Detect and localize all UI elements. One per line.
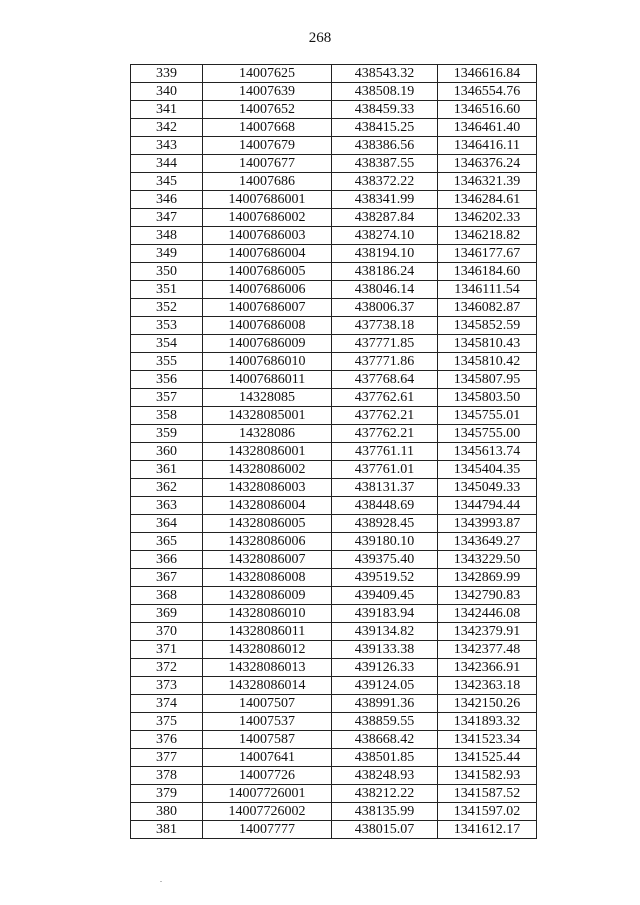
row-number-cell: 368 — [131, 587, 203, 605]
table-row — [131, 623, 537, 641]
y-coordinate-cell: 1346284.61 — [438, 191, 537, 209]
y-coordinate-cell: 1346416.11 — [438, 137, 537, 155]
point-id-cell: 14007625 — [203, 65, 332, 83]
row-number-cell: 373 — [131, 677, 203, 695]
x-coordinate-cell: 438508.19 — [332, 83, 438, 101]
table-row — [131, 443, 537, 461]
point-id-cell: 14007677 — [203, 155, 332, 173]
x-coordinate-cell: 437738.18 — [332, 317, 438, 335]
row-number-cell: 370 — [131, 623, 203, 641]
coordinates-table — [130, 64, 537, 839]
point-id-cell: 14328086010 — [203, 605, 332, 623]
x-coordinate-cell: 437768.64 — [332, 371, 438, 389]
y-coordinate-cell: 1346177.67 — [438, 245, 537, 263]
y-coordinate-cell: 1346218.82 — [438, 227, 537, 245]
point-id-cell: 14007686009 — [203, 335, 332, 353]
point-id-cell: 14007668 — [203, 119, 332, 137]
x-coordinate-cell: 437761.01 — [332, 461, 438, 479]
x-coordinate-cell: 438274.10 — [332, 227, 438, 245]
point-id-cell: 14328086014 — [203, 677, 332, 695]
y-coordinate-cell: 1345803.50 — [438, 389, 537, 407]
row-number-cell: 376 — [131, 731, 203, 749]
y-coordinate-cell: 1341597.02 — [438, 803, 537, 821]
x-coordinate-cell: 438186.24 — [332, 263, 438, 281]
point-id-cell: 14328086009 — [203, 587, 332, 605]
y-coordinate-cell: 1341612.17 — [438, 821, 537, 839]
point-id-cell: 14007686001 — [203, 191, 332, 209]
table-row — [131, 713, 537, 731]
x-coordinate-cell: 438006.37 — [332, 299, 438, 317]
row-number-cell: 367 — [131, 569, 203, 587]
x-coordinate-cell: 438135.99 — [332, 803, 438, 821]
row-number-cell: 360 — [131, 443, 203, 461]
table-row — [131, 209, 537, 227]
x-coordinate-cell: 437762.61 — [332, 389, 438, 407]
table-row — [131, 551, 537, 569]
row-number-cell: 345 — [131, 173, 203, 191]
y-coordinate-cell: 1342790.83 — [438, 587, 537, 605]
point-id-cell: 14007679 — [203, 137, 332, 155]
table-row — [131, 821, 537, 839]
y-coordinate-cell: 1346321.39 — [438, 173, 537, 191]
row-number-cell: 379 — [131, 785, 203, 803]
table-row — [131, 515, 537, 533]
row-number-cell: 354 — [131, 335, 203, 353]
x-coordinate-cell: 439183.94 — [332, 605, 438, 623]
table-row — [131, 641, 537, 659]
point-id-cell: 14007686007 — [203, 299, 332, 317]
y-coordinate-cell: 1345755.01 — [438, 407, 537, 425]
point-id-cell: 14007587 — [203, 731, 332, 749]
table-row — [131, 659, 537, 677]
y-coordinate-cell: 1342379.91 — [438, 623, 537, 641]
point-id-cell: 14007726001 — [203, 785, 332, 803]
x-coordinate-cell: 438046.14 — [332, 281, 438, 299]
row-number-cell: 363 — [131, 497, 203, 515]
row-number-cell: 381 — [131, 821, 203, 839]
y-coordinate-cell: 1345755.00 — [438, 425, 537, 443]
x-coordinate-cell: 437762.21 — [332, 425, 438, 443]
row-number-cell: 356 — [131, 371, 203, 389]
point-id-cell: 14007686010 — [203, 353, 332, 371]
row-number-cell: 355 — [131, 353, 203, 371]
row-number-cell: 352 — [131, 299, 203, 317]
point-id-cell: 14007726002 — [203, 803, 332, 821]
y-coordinate-cell: 1346202.33 — [438, 209, 537, 227]
table-row — [131, 101, 537, 119]
row-number-cell: 374 — [131, 695, 203, 713]
table-row — [131, 569, 537, 587]
x-coordinate-cell: 437771.85 — [332, 335, 438, 353]
y-coordinate-cell: 1345852.59 — [438, 317, 537, 335]
x-coordinate-cell: 438668.42 — [332, 731, 438, 749]
row-number-cell: 378 — [131, 767, 203, 785]
y-coordinate-cell: 1341525.44 — [438, 749, 537, 767]
table-row — [131, 695, 537, 713]
y-coordinate-cell: 1342446.08 — [438, 605, 537, 623]
table-row — [131, 263, 537, 281]
row-number-cell: 358 — [131, 407, 203, 425]
point-id-cell: 14007686008 — [203, 317, 332, 335]
row-number-cell: 371 — [131, 641, 203, 659]
y-coordinate-cell: 1345807.95 — [438, 371, 537, 389]
point-id-cell: 14328086012 — [203, 641, 332, 659]
table-row — [131, 407, 537, 425]
point-id-cell: 14328085 — [203, 389, 332, 407]
point-id-cell: 14007507 — [203, 695, 332, 713]
point-id-cell: 14328086004 — [203, 497, 332, 515]
table-row — [131, 749, 537, 767]
y-coordinate-cell: 1346376.24 — [438, 155, 537, 173]
x-coordinate-cell: 438212.22 — [332, 785, 438, 803]
x-coordinate-cell: 438372.22 — [332, 173, 438, 191]
row-number-cell: 369 — [131, 605, 203, 623]
table-row — [131, 173, 537, 191]
y-coordinate-cell: 1346184.60 — [438, 263, 537, 281]
x-coordinate-cell: 438387.55 — [332, 155, 438, 173]
row-number-cell: 366 — [131, 551, 203, 569]
point-id-cell: 14007652 — [203, 101, 332, 119]
point-id-cell: 14328086 — [203, 425, 332, 443]
table-row — [131, 605, 537, 623]
row-number-cell: 357 — [131, 389, 203, 407]
row-number-cell: 347 — [131, 209, 203, 227]
y-coordinate-cell: 1345810.43 — [438, 335, 537, 353]
point-id-cell: 14007686003 — [203, 227, 332, 245]
row-number-cell: 362 — [131, 479, 203, 497]
scan-speck — [160, 881, 162, 882]
point-id-cell: 14328085001 — [203, 407, 332, 425]
point-id-cell: 14007686002 — [203, 209, 332, 227]
x-coordinate-cell: 438015.07 — [332, 821, 438, 839]
row-number-cell: 372 — [131, 659, 203, 677]
table-row — [131, 731, 537, 749]
x-coordinate-cell: 439409.45 — [332, 587, 438, 605]
table-row — [131, 155, 537, 173]
y-coordinate-cell: 1346082.87 — [438, 299, 537, 317]
point-id-cell: 14007686011 — [203, 371, 332, 389]
y-coordinate-cell: 1345613.74 — [438, 443, 537, 461]
y-coordinate-cell: 1343229.50 — [438, 551, 537, 569]
y-coordinate-cell: 1346554.76 — [438, 83, 537, 101]
x-coordinate-cell: 439126.33 — [332, 659, 438, 677]
row-number-cell: 351 — [131, 281, 203, 299]
x-coordinate-cell: 439519.52 — [332, 569, 438, 587]
row-number-cell: 377 — [131, 749, 203, 767]
point-id-cell: 14007639 — [203, 83, 332, 101]
y-coordinate-cell: 1346111.54 — [438, 281, 537, 299]
row-number-cell: 364 — [131, 515, 203, 533]
table-row — [131, 335, 537, 353]
x-coordinate-cell: 438287.84 — [332, 209, 438, 227]
point-id-cell: 14328086006 — [203, 533, 332, 551]
table-row — [131, 137, 537, 155]
table-row — [131, 245, 537, 263]
x-coordinate-cell: 439375.40 — [332, 551, 438, 569]
table-row — [131, 353, 537, 371]
table-row — [131, 785, 537, 803]
row-number-cell: 361 — [131, 461, 203, 479]
y-coordinate-cell: 1342363.18 — [438, 677, 537, 695]
row-number-cell: 375 — [131, 713, 203, 731]
row-number-cell: 343 — [131, 137, 203, 155]
point-id-cell: 14007686005 — [203, 263, 332, 281]
x-coordinate-cell: 437771.86 — [332, 353, 438, 371]
table-row — [131, 587, 537, 605]
table-row — [131, 767, 537, 785]
y-coordinate-cell: 1346461.40 — [438, 119, 537, 137]
table-row — [131, 317, 537, 335]
point-id-cell: 14007686004 — [203, 245, 332, 263]
x-coordinate-cell: 437762.21 — [332, 407, 438, 425]
y-coordinate-cell: 1345404.35 — [438, 461, 537, 479]
x-coordinate-cell: 439133.38 — [332, 641, 438, 659]
x-coordinate-cell: 439124.05 — [332, 677, 438, 695]
row-number-cell: 353 — [131, 317, 203, 335]
row-number-cell: 365 — [131, 533, 203, 551]
row-number-cell: 340 — [131, 83, 203, 101]
row-number-cell: 341 — [131, 101, 203, 119]
x-coordinate-cell: 438415.25 — [332, 119, 438, 137]
x-coordinate-cell: 437761.11 — [332, 443, 438, 461]
point-id-cell: 14328086003 — [203, 479, 332, 497]
y-coordinate-cell: 1341582.93 — [438, 767, 537, 785]
y-coordinate-cell: 1341893.32 — [438, 713, 537, 731]
point-id-cell: 14007777 — [203, 821, 332, 839]
x-coordinate-cell: 438459.33 — [332, 101, 438, 119]
y-coordinate-cell: 1342150.26 — [438, 695, 537, 713]
point-id-cell: 14328086005 — [203, 515, 332, 533]
y-coordinate-cell: 1341523.34 — [438, 731, 537, 749]
point-id-cell: 14007686006 — [203, 281, 332, 299]
x-coordinate-cell: 438386.56 — [332, 137, 438, 155]
point-id-cell: 14328086002 — [203, 461, 332, 479]
page-number: 268 — [308, 30, 332, 46]
y-coordinate-cell: 1342377.48 — [438, 641, 537, 659]
row-number-cell: 380 — [131, 803, 203, 821]
x-coordinate-cell: 438501.85 — [332, 749, 438, 767]
table-row — [131, 281, 537, 299]
y-coordinate-cell: 1343993.87 — [438, 515, 537, 533]
point-id-cell: 14328086007 — [203, 551, 332, 569]
point-id-cell: 14328086013 — [203, 659, 332, 677]
row-number-cell: 344 — [131, 155, 203, 173]
point-id-cell: 14328086001 — [203, 443, 332, 461]
table-row — [131, 497, 537, 515]
x-coordinate-cell: 438194.10 — [332, 245, 438, 263]
table-row — [131, 461, 537, 479]
y-coordinate-cell: 1344794.44 — [438, 497, 537, 515]
table-row — [131, 371, 537, 389]
point-id-cell: 14007686 — [203, 173, 332, 191]
point-id-cell: 14007537 — [203, 713, 332, 731]
y-coordinate-cell: 1342366.91 — [438, 659, 537, 677]
table-row — [131, 677, 537, 695]
table-row — [131, 299, 537, 317]
y-coordinate-cell: 1346516.60 — [438, 101, 537, 119]
table-row — [131, 533, 537, 551]
row-number-cell: 346 — [131, 191, 203, 209]
point-id-cell: 14007726 — [203, 767, 332, 785]
table-row — [131, 425, 537, 443]
row-number-cell: 350 — [131, 263, 203, 281]
table-row — [131, 479, 537, 497]
y-coordinate-cell: 1345810.42 — [438, 353, 537, 371]
point-id-cell: 14007641 — [203, 749, 332, 767]
x-coordinate-cell: 438859.55 — [332, 713, 438, 731]
coordinates-table-body — [131, 65, 537, 839]
y-coordinate-cell: 1345049.33 — [438, 479, 537, 497]
row-number-cell: 339 — [131, 65, 203, 83]
y-coordinate-cell: 1341587.52 — [438, 785, 537, 803]
table-row — [131, 65, 537, 83]
table-row — [131, 803, 537, 821]
y-coordinate-cell: 1342869.99 — [438, 569, 537, 587]
x-coordinate-cell: 438248.93 — [332, 767, 438, 785]
y-coordinate-cell: 1346616.84 — [438, 65, 537, 83]
point-id-cell: 14328086011 — [203, 623, 332, 641]
x-coordinate-cell: 438131.37 — [332, 479, 438, 497]
y-coordinate-cell: 1343649.27 — [438, 533, 537, 551]
point-id-cell: 14328086008 — [203, 569, 332, 587]
table-row — [131, 227, 537, 245]
table-row — [131, 83, 537, 101]
table-row — [131, 119, 537, 137]
x-coordinate-cell: 438543.32 — [332, 65, 438, 83]
row-number-cell: 349 — [131, 245, 203, 263]
table-row — [131, 389, 537, 407]
x-coordinate-cell: 439180.10 — [332, 533, 438, 551]
x-coordinate-cell: 438928.45 — [332, 515, 438, 533]
x-coordinate-cell: 438991.36 — [332, 695, 438, 713]
row-number-cell: 359 — [131, 425, 203, 443]
x-coordinate-cell: 438341.99 — [332, 191, 438, 209]
x-coordinate-cell: 438448.69 — [332, 497, 438, 515]
row-number-cell: 342 — [131, 119, 203, 137]
x-coordinate-cell: 439134.82 — [332, 623, 438, 641]
row-number-cell: 348 — [131, 227, 203, 245]
table-row — [131, 191, 537, 209]
